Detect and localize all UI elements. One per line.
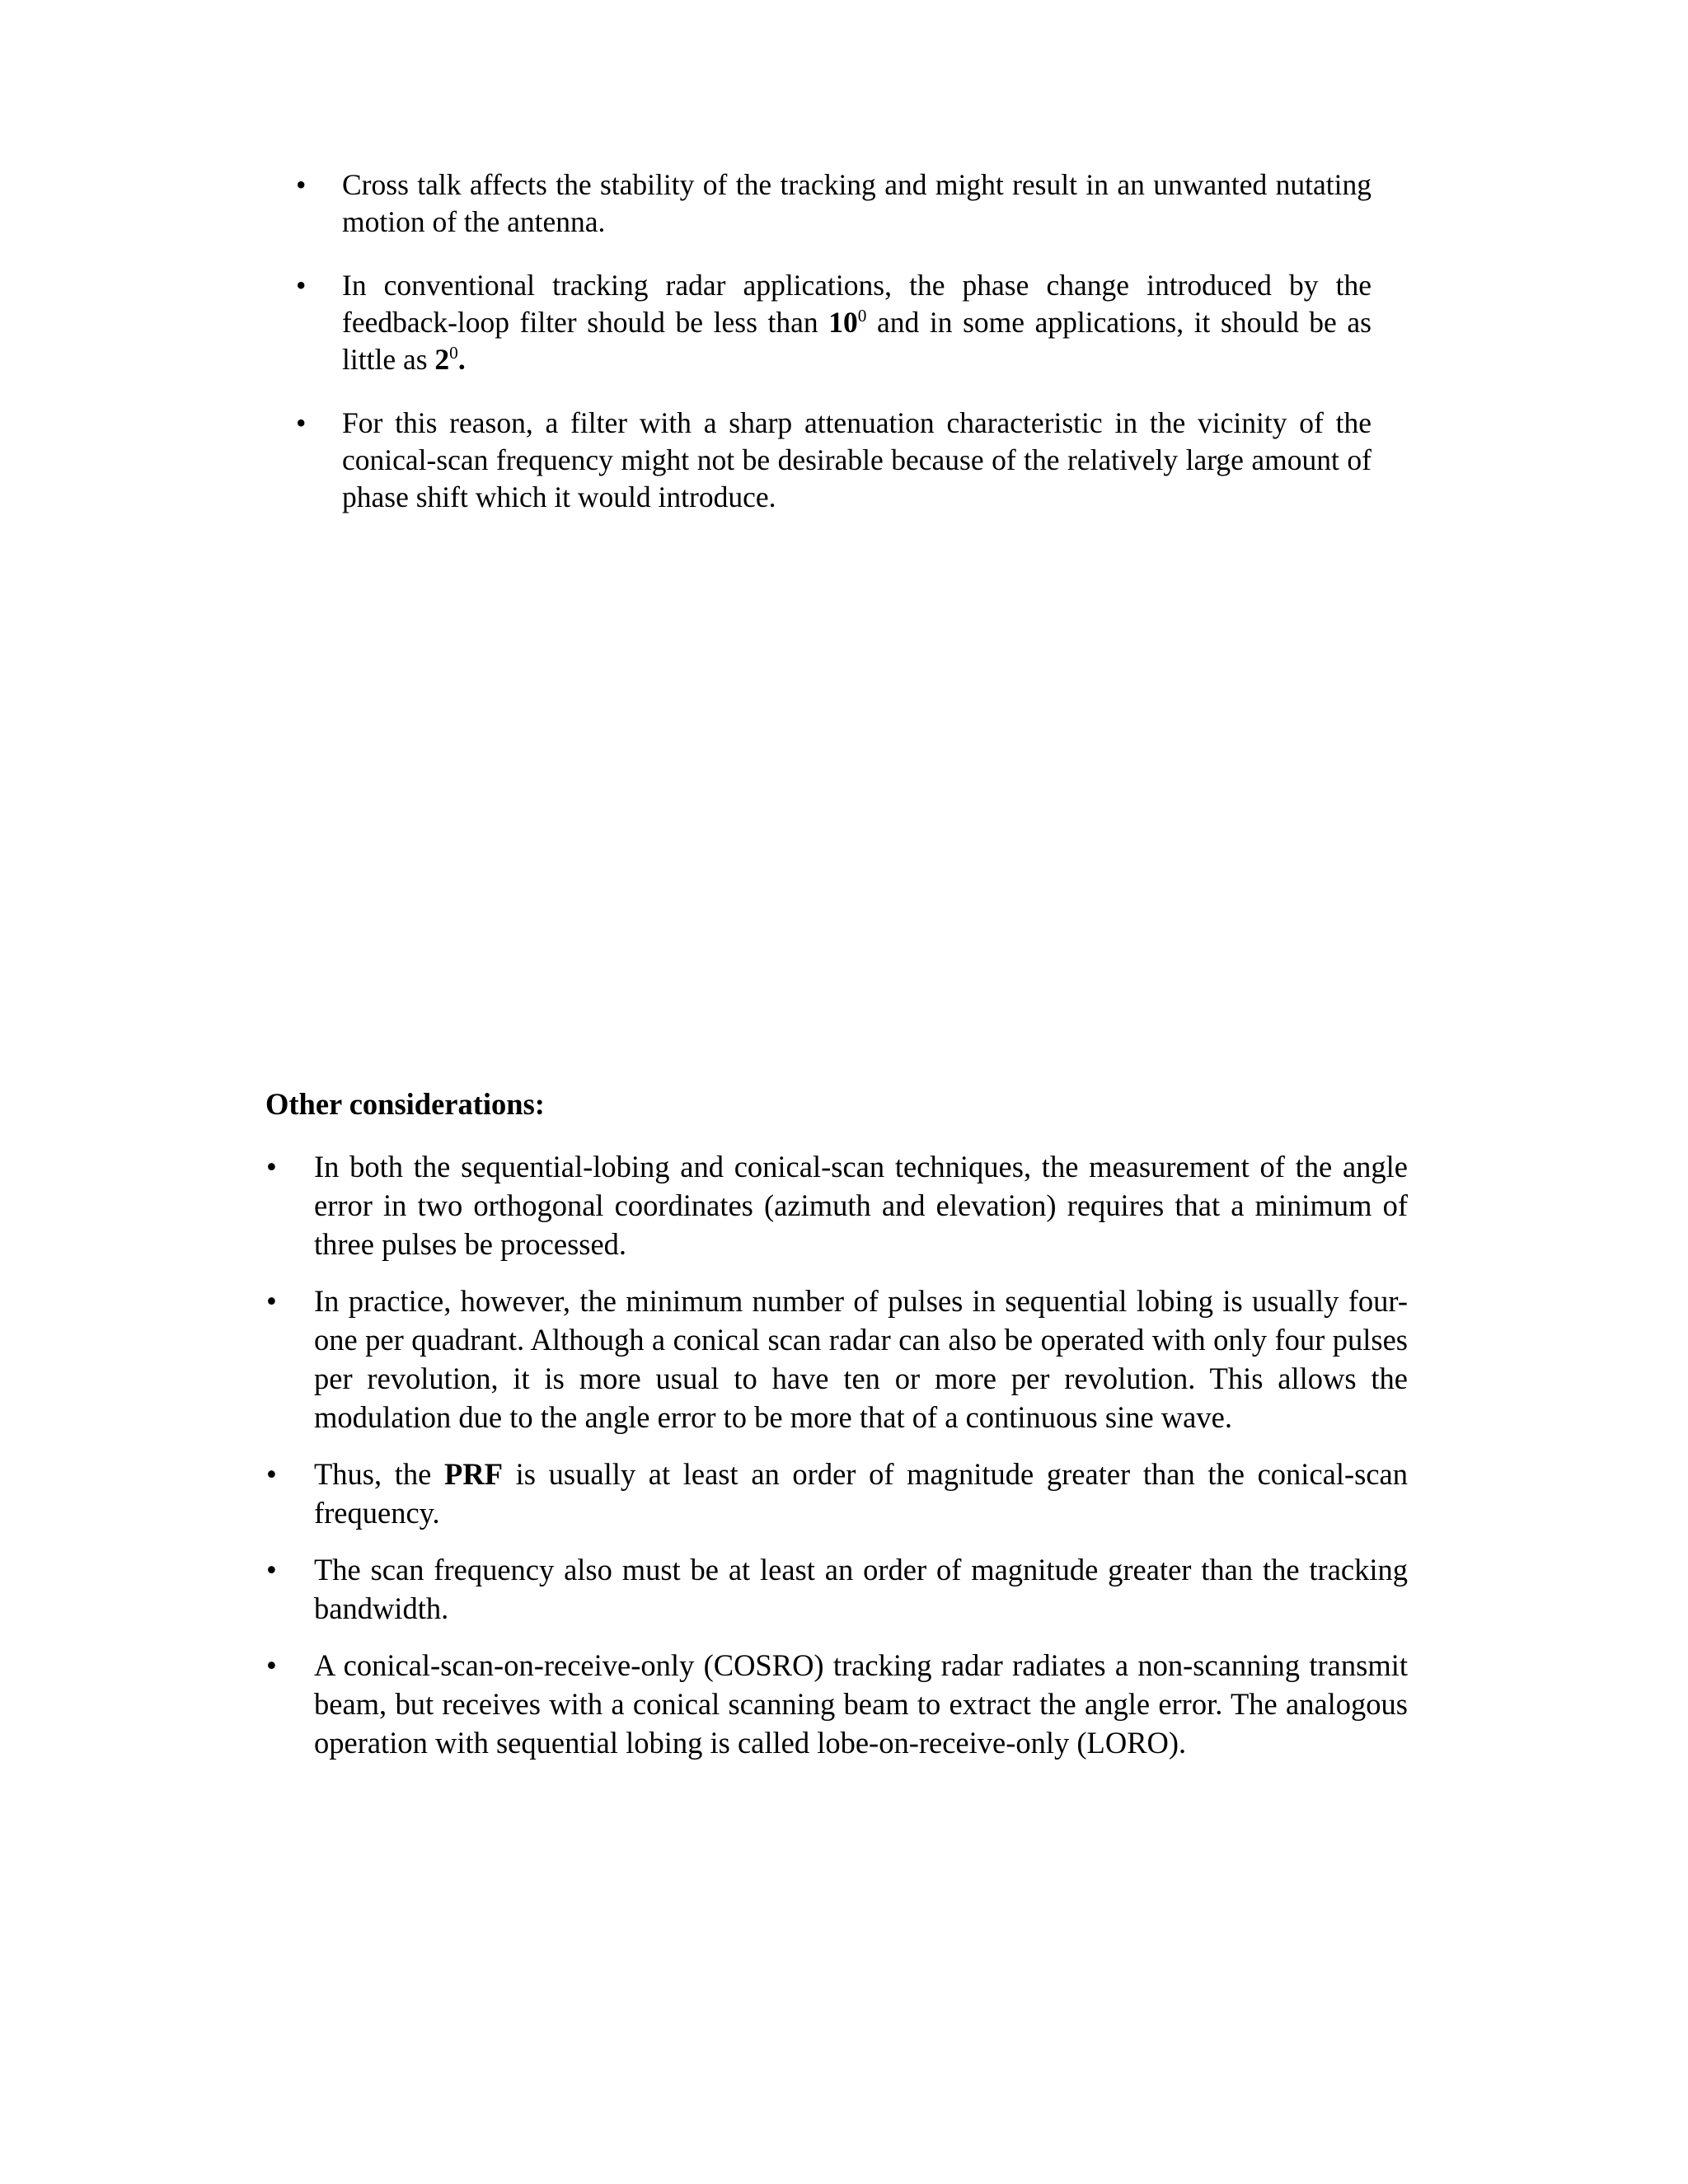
list-item (266, 1147, 1408, 1263)
list-item (296, 166, 1372, 241)
list-item (266, 1282, 1408, 1436)
item-text: is usually at least an order of magnitude greater than the conical-scan frequency. (314, 1457, 1409, 1530)
bullet-icon: • (266, 1457, 277, 1491)
section-heading: Other considerations: (265, 1087, 545, 1121)
item-text: In practice, however, the minimum number of pulses in sequential lobing is usually four-one per quadrant. Although a conical scan radar can also be operated with only four pulses per revolution, it is more usual to have ten or more per revolution. This allows the modulation due to the angle error to be more that of a continuous sine wave. (314, 1284, 1408, 1434)
list-item (266, 1550, 1408, 1628)
other-considerations-list (0, 1147, 1688, 1780)
bold-value: 10 (828, 306, 858, 339)
list-item (296, 267, 1372, 378)
bullet-icon: • (296, 406, 307, 439)
item-text: For this reason, a filter with a sharp attenuation characteristic in the vicinity of the conical-scan frequency might not be desirable because of the relatively large amount of phase shift which it would introduce. (342, 406, 1372, 513)
list-item (266, 1646, 1408, 1762)
item-text: A conical-scan-on-receive-only (COSRO) tracking radar radiates a non-scanning transmit beam, but receives with a conical scanning beam to extract the angle error. The analogous operation with sequential lobing is called lobe-on-receive-only (LORO). (314, 1648, 1408, 1760)
list-item (296, 405, 1372, 516)
bold-period: . (457, 343, 466, 376)
bullet-icon: • (266, 1150, 277, 1183)
item-text: In both the sequential-lobing and conical-scan techniques, the measurement of the angle error in two orthogonal coordinates (azimuth and elevation) requires that a minimum of three pulses be processed. (314, 1150, 1408, 1261)
item-text: Cross talk affects the stability of the tracking and might result in an unwanted nutating motion of the antenna. (342, 168, 1372, 238)
bullet-icon: • (266, 1553, 277, 1586)
bold-value: 2 (434, 343, 450, 376)
bold-term-prf: PRF (444, 1457, 503, 1491)
bullet-icon: • (296, 168, 307, 201)
item-text: Thus, the (314, 1457, 445, 1491)
top-bullet-list (0, 166, 1688, 542)
item-text: The scan frequency also must be at least an order of magnitude greater than the tracking bandwidth. (314, 1553, 1408, 1625)
bullet-icon: • (266, 1648, 277, 1682)
list-item (266, 1455, 1409, 1532)
bullet-icon: • (296, 269, 307, 302)
superscript-degree: 0 (449, 343, 458, 363)
superscript-degree: 0 (857, 306, 867, 326)
item-text: In conventional tracking radar applications, the phase change introduced by the feedback-loop filter should be less than (342, 269, 1372, 339)
bullet-icon: • (266, 1284, 277, 1318)
item-text: and in some applications, it should be as little as (342, 306, 1372, 376)
